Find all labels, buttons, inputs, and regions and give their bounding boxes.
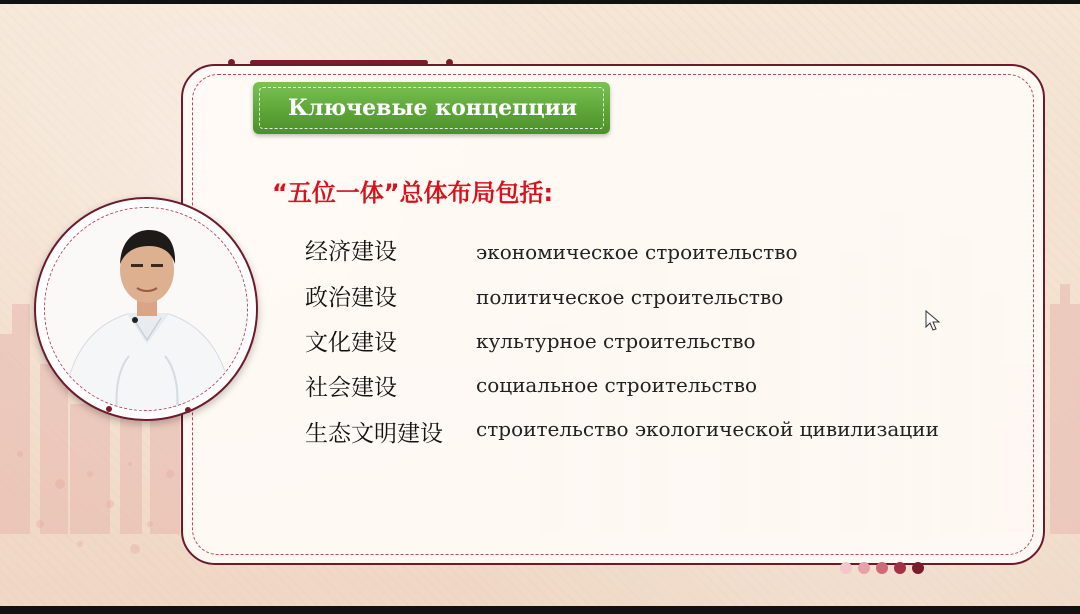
page-indicator-dot[interactable] — [840, 562, 852, 574]
list-item-russian: политическое строительство — [476, 285, 784, 309]
list-item-russian: культурное строительство — [476, 329, 756, 353]
slide-title: Ключевые концепции — [288, 95, 578, 121]
list-item-chinese: 社会建设 — [305, 375, 397, 401]
list-item-russian: социальное строительство — [476, 373, 758, 397]
presenter-icon — [45, 208, 248, 411]
ring-dot — [185, 407, 191, 413]
list-item-chinese: 文化建设 — [305, 330, 397, 356]
page-indicator-dot-active[interactable] — [912, 562, 924, 574]
ring-dot — [106, 406, 112, 412]
list-item-russian: строительство экологической цивилизации — [476, 417, 939, 441]
slide-subtitle: “五位一体”总体布局包括: — [272, 179, 554, 207]
content-card-dashed-border — [192, 74, 1034, 555]
bottom-letterbox — [0, 606, 1080, 614]
presenter-video-frame — [34, 197, 258, 421]
list-item-chinese: 政治建设 — [305, 285, 397, 311]
page-indicator-dot[interactable] — [876, 562, 888, 574]
page-indicator-dot[interactable] — [858, 562, 870, 574]
page-indicator-dot[interactable] — [894, 562, 906, 574]
list-item-russian: экономическое строительство — [476, 240, 798, 264]
presenter-video — [44, 207, 248, 411]
presentation-slide — [0, 4, 1080, 606]
mouse-pointer-icon — [925, 310, 941, 332]
content-card — [181, 64, 1045, 565]
list-item-chinese: 生态文明建设 — [305, 421, 443, 447]
list-item-chinese: 经济建设 — [305, 239, 397, 265]
